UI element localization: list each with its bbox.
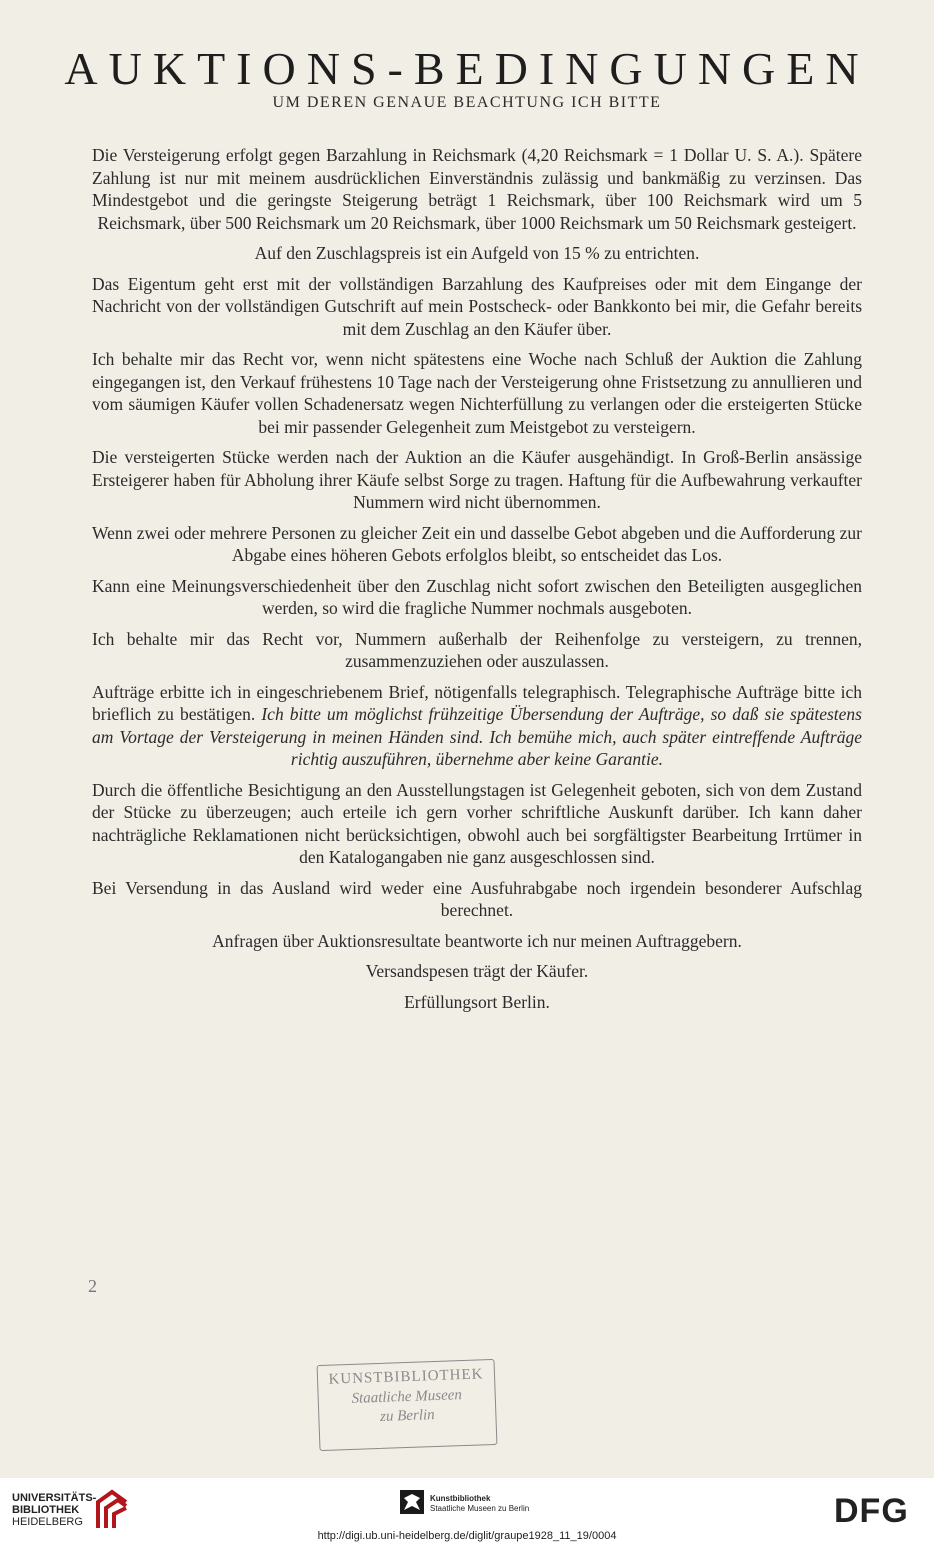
footer-bar — [0, 1478, 934, 1545]
paragraph-shipping: Versandspesen trägt der Käufer. — [365, 961, 589, 981]
paragraph-cancellation: Ich behalte mir das Recht vor, wenn nicht spätestens eine Woche nach Schluß der Auktion die Zahlung eingegangen ist, den Verkauf frühestens 10 Tage nach der Versteigerung ohne Fristsetzung zu annullieren und vom säumigen Käufer vollen Schadenersatz wegen Nichterfüllung zu verlangen oder die ersteigerten Stücke bei mir passender Gelegenheit zum Meistgebot zu versteigern. — [92, 349, 862, 437]
dfg-logo: DFG — [834, 1492, 909, 1530]
permalink-url[interactable]: http://digi.ub.uni-heidelberg.de/diglit/graupe1928_11_19/0004 — [317, 1530, 617, 1542]
stamp-line-2: Staatliche Museen — [351, 1387, 463, 1407]
kunstbibliothek-logo-text — [430, 1494, 529, 1514]
stamp-line-1: KUNSTBIBLIOTHEK — [328, 1366, 484, 1388]
ub-line-2: BIBLIOTHEK — [12, 1504, 80, 1516]
paragraph-premium: Auf den Zuschlagspreis ist ein Aufgeld von 15 % zu entrichten. — [254, 243, 700, 263]
paragraph-inspection: Durch die öffentliche Besichtigung an den Ausstellungstagen ist Gelegenheit geboten, sich von dem Zustand der Stücke zu überzeugen; auch erteile ich gern vorher schriftliche Auskunft darüber. Ich kann daher nachträgliche Reklamationen nicht berücksichtigen, obwohl auch bei sorgfältigster Bearbeitung Irrtümer in den Katalogangaben nie ganz ausgeschlossen sind. — [92, 779, 862, 867]
paragraph-order: Ich behalte mir das Recht vor, Nummern außerhalb der Reihenfolge zu versteigern, zu trennen, zusammenzuziehen oder auszulassen. — [92, 628, 862, 671]
ub-heidelberg-logo-icon — [94, 1488, 130, 1532]
document-body — [92, 144, 862, 1021]
paragraph-jurisdiction: Erfüllungsort Berlin. — [404, 991, 550, 1012]
document-title: AUKTIONS-BEDINGUNGEN — [64, 43, 870, 94]
paragraph-abroad: Bei Versendung in das Ausland wird weder eine Ausfuhrabgabe noch irgendein besonderer Aufschlag berechnet. — [92, 877, 862, 920]
paragraph-commissions — [92, 681, 862, 771]
commissions-text: Aufträge erbitte ich in eingeschriebenem Brief, nötigenfalls telegraphisch. Telegraphische Aufträge bitte ich brieflich zu bestätigen. — [92, 681, 862, 724]
paragraph-equal-bids: Wenn zwei oder mehrere Personen zu gleicher Zeit ein und dasselbe Gebot abgeben und die Aufforderung zur Abgabe eines höheren Gebots erfolglos bleibt, so entscheidet das Los. — [92, 522, 862, 565]
paragraph-dispute: Kann eine Meinungsverschiedenheit über den Zuschlag nicht sofort zwischen den Beteiligten ausgeglichen werden, so wird die fragliche Nummer nochmals ausgeboten. — [92, 575, 862, 618]
kb-line-2: Staatliche Museen zu Berlin — [430, 1504, 530, 1513]
kunstbibliothek-logo-icon — [400, 1490, 424, 1514]
paragraph-inquiries: Anfragen über Auktionsresultate beantworte ich nur meinen Auftraggebern. — [212, 930, 742, 951]
library-stamp — [317, 1359, 498, 1451]
kb-line-1: Kunstbibliothek — [430, 1494, 491, 1503]
page-number: 2 — [88, 1276, 97, 1296]
paragraph-payment: Die Versteigerung erfolgt gegen Barzahlung in Reichsmark (4,20 Reichsmark = 1 Dollar U. S. A.). Spätere Zahlung ist nur mit meinem ausdrücklichen Einverständnis zulässig und bankmäßig zu verzinsen. Das Mindestgebot und die geringste Steigerung beträgt 1 Reichsmark, über 100 Reichsmark wird um 5 Reichsmark, über 500 Reichsmark um 20 Reichsmark, über 1000 Reichsmark um 50 Reichsmark gesteigert. — [92, 145, 862, 233]
ub-line-3: HEIDELBERG — [12, 1516, 83, 1528]
document-subtitle: UM DEREN GENAUE BEACHTUNG ICH BITTE — [272, 94, 662, 111]
stamp-line-3: zu Berlin — [379, 1407, 435, 1425]
ub-line-1: UNIVERSITÄTS- — [12, 1492, 97, 1504]
paragraph-ownership: Das Eigentum geht erst mit der vollständigen Barzahlung des Kaufpreises oder mit dem Eingange der Nachricht von der vollständigen Gutschrift auf mein Postscheck- oder Bankkonto bei mir, die Gefahr bereits mit dem Zuschlag an den Käufer über. — [92, 273, 862, 339]
ub-heidelberg-logo-text — [12, 1492, 96, 1528]
paragraph-pickup: Die versteigerten Stücke werden nach der Auktion an die Käufer ausgehändigt. In Groß-Berlin ansässige Ersteigerer haben für Abholung ihrer Käufe selbst Sorge zu tragen. Haftung für die Aufbewahrung verkaufter Nummern wird nicht übernommen. — [92, 447, 862, 512]
commissions-italic-text: Ich bitte um möglichst frühzeitige Übersendung der Aufträge, so daß sie spätestens am Vortage der Versteigerung in meinen Händen sind. Ich bemühe mich, auch später eintreffende Aufträge richtig auszuführen, übernehme aber keine Garantie. — [92, 704, 862, 769]
